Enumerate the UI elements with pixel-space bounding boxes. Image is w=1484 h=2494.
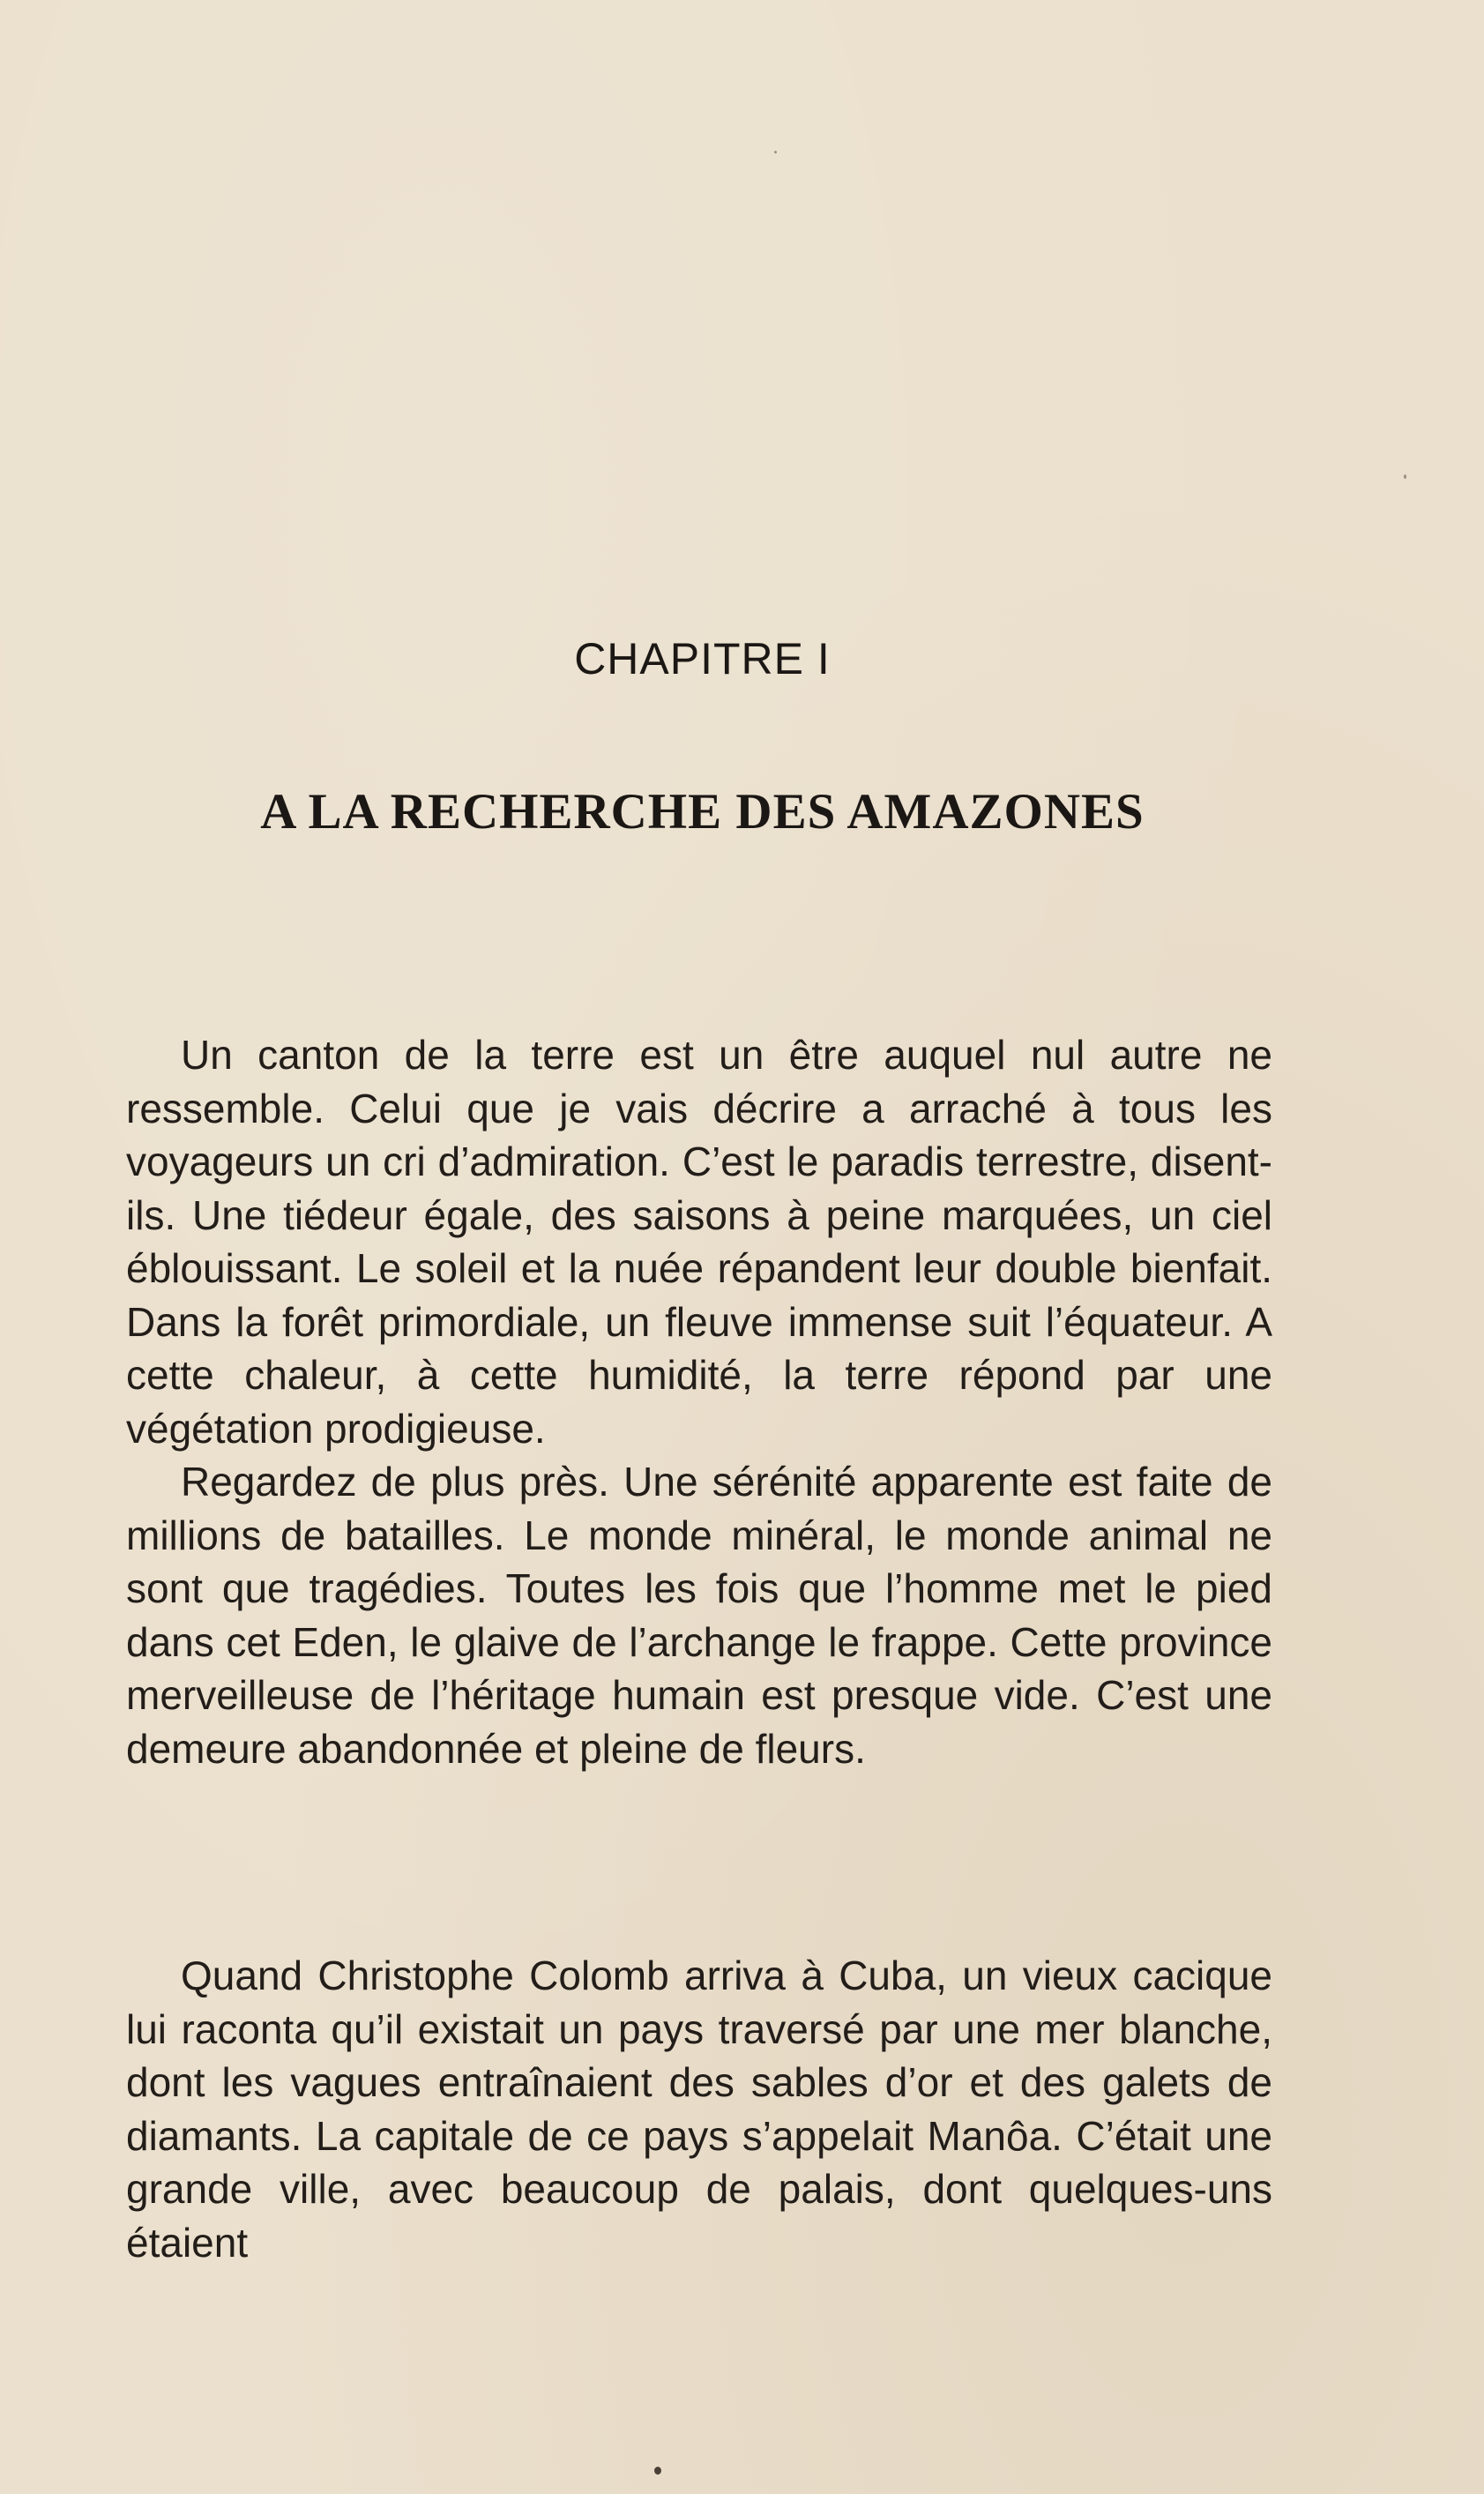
paper-speck: [1404, 474, 1406, 479]
chapter-title: A LA RECHERCHE DES AMAZONES: [260, 784, 1145, 840]
chapter-label: CHAPITRE I: [574, 634, 831, 683]
text-section-1: [126, 1028, 1272, 1775]
paper-speck: [774, 151, 777, 153]
paper-speck: [654, 2467, 661, 2475]
paragraph: Quand Christophe Colomb arriva à Cuba, un vieux cacique lui raconta qu’il existait un pays traversé par une mer blanche, dont les vagues entraînaient des sables d’or et des galets de diamants. La capitale de ce pays s’appelait Manôa. C’était une grande ville, avec beaucoup de palais, dont quelques-uns étaient: [126, 1953, 1272, 2266]
text-section-2: [126, 1949, 1272, 2269]
paragraph: Un canton de la terre est un être auquel nul autre ne ressemble. Celui que je vais décrire a arraché à tous les voyageurs un cri d’admiration. C’est le paradis terrestre, disent-ils. Une tiédeur égale, des saisons à peine marquées, un ciel éblouissant. Le soleil et la nuée répandent leur double bienfait. Dans la forêt primordiale, un fleuve immense suit l’équateur. A cette chaleur, à cette humidité, la terre répond par une végétation prodigieuse.: [126, 1032, 1272, 1452]
paragraph: Regardez de plus près. Une sérénité apparente est faite de millions de batailles. Le monde minéral, le monde animal ne sont que tragédies. Toutes les fois que l’homme met le pied dans cet Eden, le glaive de l’archange le frappe. Cette province merveilleuse de l’héritage humain est presque vide. C’est une demeure abandonnée et pleine de fleurs.: [126, 1459, 1272, 1772]
